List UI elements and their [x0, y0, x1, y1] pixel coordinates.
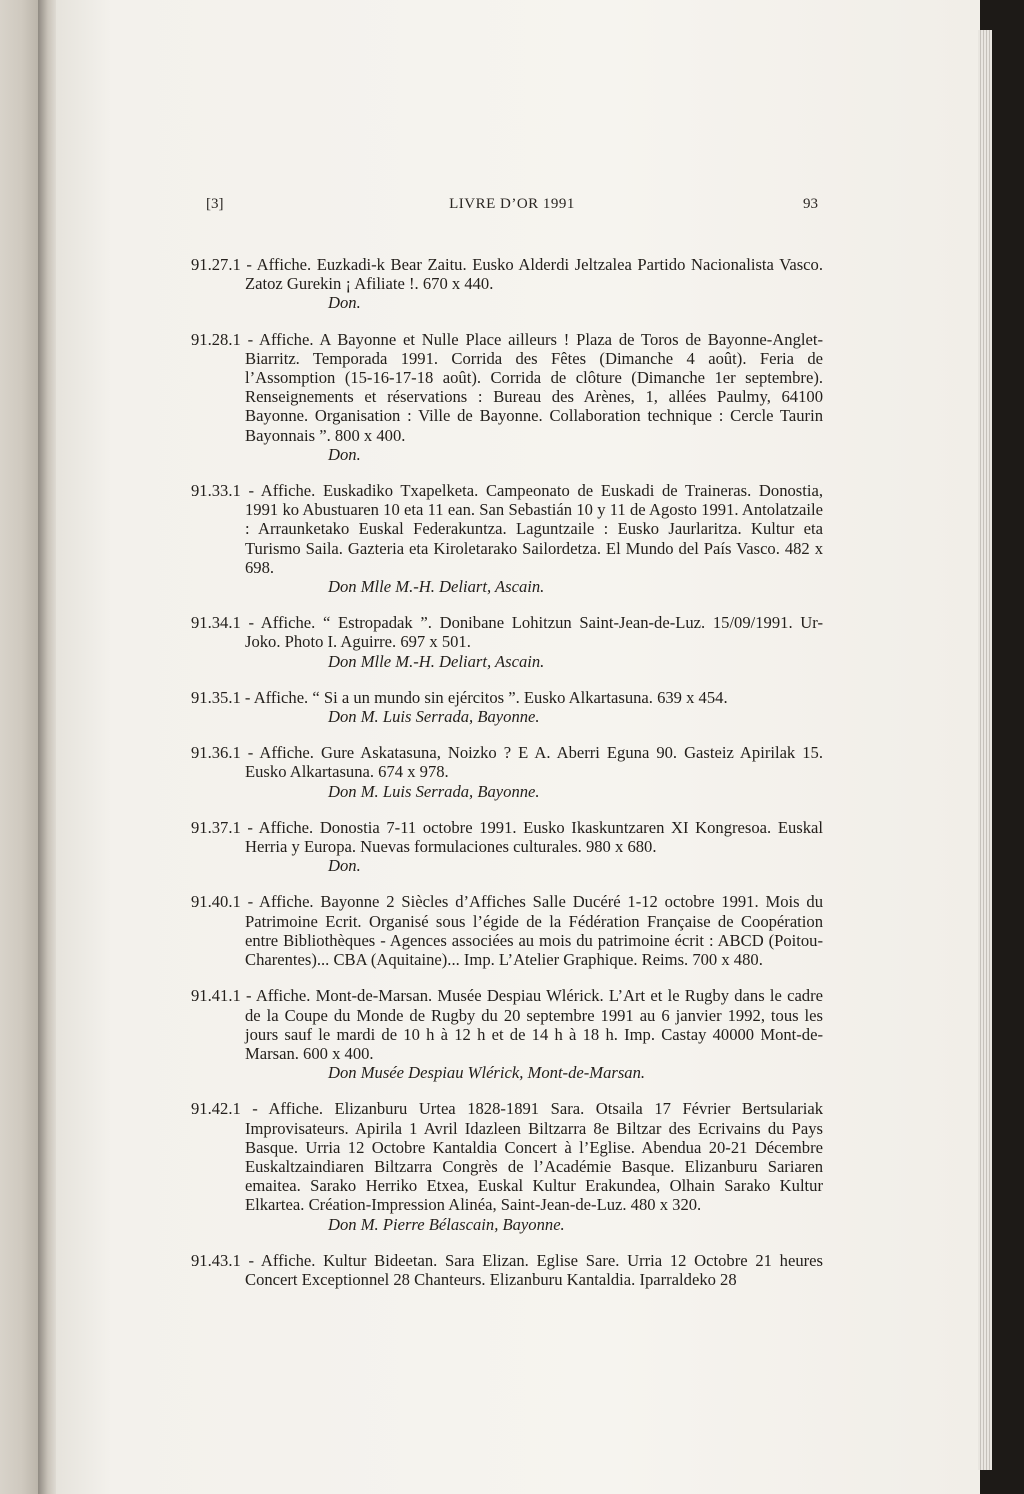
catalogue-entry [0, 688, 1024, 726]
catalogue-entry [0, 986, 1024, 1082]
entry-text: 91.41.1 - Affiche. Mont-de-Marsan. Musée Despiau Wlérick. L’Art et le Rugby dans le cadre de la Coupe du Monde de Rugby du 20 septembre 1991 au 6 janvier 1992, tous les jours sauf le mardi de 10 h à 12 h et de 14 h à 18 h. Imp. Castay 40000 Mont-de-Marsan. 600 x 400. [191, 986, 823, 1063]
entry-donor: Don Mlle M.-H. Deliart, Ascain. [328, 651, 545, 671]
entry-donor: Don. [328, 856, 361, 876]
entry-text: 91.33.1 - Affiche. Euskadiko Txapelketa. Campeonato de Euskadi de Traineras. Donostia, 1991 ko Abustuaren 10 eta 11 ean. San Sebastián 10 y 11 de Agosto 1991. Antolatzaile : Arraunketako Euskal Federakuntza. Laguntzaile : Eusko Jaurlaritza. Kultur eta Turismo Saila. Gazteria eta Kiroletarako Sailordetza. El Mundo del País Vasco. 482 x 698. [191, 481, 823, 577]
entry-text: 91.42.1 - Affiche. Elizanburu Urtea 1828-1891 Sara. Otsaila 17 Février Bertsulariak Improvisateurs. Apirila 1 Avril Idazleen Biltzarra 8e Biltzar des Ecrivains du Pays Basque. Urria 12 Octobre Kantaldia Concert à l’Eglise. Abendua 20-21 Décembre Euskaltzaindiaren Biltzarra Congrès de l’Académie Basque. Elizanburu Sariaren emaitea. Sarako Herriko Etxea, Euskal Kultur Erakundea, Olhain Sarako Kultur Elkartea. Création-Impression Alinéa, Saint-Jean-de-Luz. 480 x 320. [191, 1099, 823, 1215]
page-number: 93 [803, 196, 818, 212]
entry-text: 91.34.1 - Affiche. “ Estropadak ”. Donibane Lohitzun Saint-Jean-de-Luz. 15/09/1991. Ur-Joko. Photo I. Aguirre. 697 x 501. [191, 613, 823, 652]
entry-donor: Don Musée Despiau Wlérick, Mont-de-Marsan. [328, 1063, 646, 1083]
entry-donor: Don. [328, 293, 361, 313]
entry-text: 91.43.1 - Affiche. Kultur Bideetan. Sara Elizan. Eglise Sare. Urria 12 Octobre 21 heures Concert Exceptionnel 28 Chanteurs. Elizanburu Kantaldia. Iparraldeko 28 [191, 1250, 823, 1289]
catalogue-entries [0, 255, 1024, 1289]
catalogue-entry [0, 255, 1024, 313]
section-number: [3] [206, 196, 224, 212]
catalogue-entry [0, 481, 1024, 596]
entry-text: 91.37.1 - Affiche. Donostia 7-11 octobre 1991. Eusko Ikaskuntzaren XI Kongresoa. Euskal Herria y Europa. Nuevas formulaciones culturales. 980 x 680. [191, 817, 823, 857]
catalogue-entry [0, 1251, 1024, 1289]
catalogue-entry [0, 743, 1024, 801]
running-title: LIVRE D’OR 1991 [449, 196, 575, 212]
catalogue-entry [0, 1099, 1024, 1233]
running-head [206, 196, 818, 220]
entry-text: 91.40.1 - Affiche. Bayonne 2 Siècles d’Affiches Salle Ducéré 1-12 octobre 1991. Mois du Patrimoine Ecrit. Organisé sous l’égide de la Fédération Française de Coopération entre Bibliothèques - Agences associées au mois du patrimoine écrit : ABCD (Poitou-Charentes)... CBA (Aquitaine)... Imp. L’Atelier Graphique. Reims. 700 x 480. [191, 892, 823, 970]
catalogue-entry [0, 892, 1024, 969]
entry-text: 91.28.1 - Affiche. A Bayonne et Nulle Place ailleurs ! Plaza de Toros de Bayonne-Anglet-Biarritz. Temporada 1991. Corrida des Fêtes (Dimanche 4 août). Feria de l’Assomption (15-16-17-18 août). Corrida de clôture (Dimanche 1er septembre). Renseignements et réservations : Bureau des Arènes, 1, allées Paulmy, 64100 Bayonne. Organisation : Ville de Bayonne. Collaboration technique : Cercle Taurin Bayonnais ”. 800 x 400. [191, 329, 823, 445]
entry-donor: Don Mlle M.-H. Deliart, Ascain. [328, 577, 545, 597]
entry-text: 91.35.1 - Affiche. “ Si a un mundo sin ejércitos ”. Eusko Alkartasuna. 639 x 454. [191, 687, 728, 707]
catalogue-entry [0, 330, 1024, 464]
catalogue-entry [0, 818, 1024, 876]
entry-text: 91.36.1 - Affiche. Gure Askatasuna, Noizko ? E A. Aberri Eguna 90. Gasteiz Apirilak 15. Eusko Alkartasuna. 674 x 978. [191, 743, 823, 782]
entry-donor: Don M. Luis Serrada, Bayonne. [328, 781, 540, 801]
entry-text: 91.27.1 - Affiche. Euzkadi-k Bear Zaitu. Eusko Alderdi Jeltzalea Partido Nacionalista Vasco. Zatoz Gurekin ¡ Afiliate !. 670 x 440. [191, 255, 823, 294]
entry-donor: Don M. Pierre Bélascain, Bayonne. [328, 1214, 565, 1234]
catalogue-entry [0, 613, 1024, 671]
entry-donor: Don M. Luis Serrada, Bayonne. [328, 707, 540, 727]
entry-donor: Don. [328, 444, 361, 464]
